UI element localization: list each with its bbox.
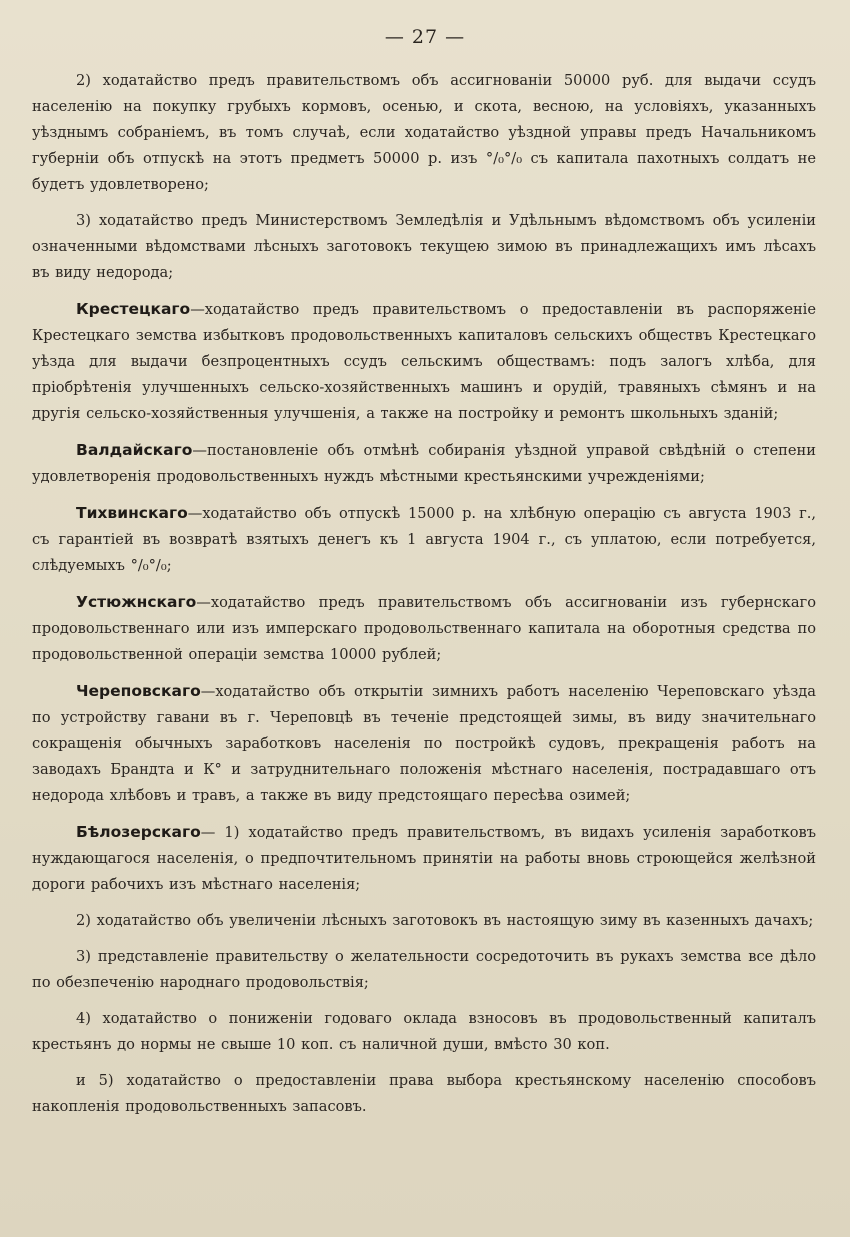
- document-body: [32, 68, 816, 1130]
- paragraph-text: и 5) ходатайство о предоставленіи права выбора крестьянскому населенію способовъ накопленія продовольственныхъ запасовъ.: [32, 1072, 816, 1115]
- paragraph-text: —ходатайство предъ правительствомъ объ ассигнованіи изъ губернскаго продовольственнаго или изъ имперскаго продовольственнаго капитала на оборотныя средства по продовольственной операціи земства 10000 рублей;: [32, 594, 816, 663]
- paragraph: [32, 296, 816, 427]
- paragraph-text: —ходатайство предъ правительствомъ о предоставленіи въ распоряженіе Крестецкаго земства избытковъ продовольственныхъ капиталовъ сельскихъ обществъ Крестецкаго уѣзда для выдачи безпроцентныхъ ссудъ сельскимъ обществамъ: подъ залогъ хлѣба, для пріобрѣтенія улучшенныхъ сельско-хозяйственныхъ машинъ и орудій, травяныхъ сѣмянъ и на другія сельско-хозяйственныя улучшенія, а также на постройку и ремонтъ школьныхъ зданій;: [32, 301, 816, 422]
- paragraph: [32, 819, 816, 898]
- paragraph: [32, 1068, 816, 1120]
- paragraph: [32, 208, 816, 286]
- county-heading: Крестецкаго: [76, 300, 191, 318]
- paragraph-text: 3) представленіе правительству о желательности сосредоточить въ рукахъ земства все дѣло по обезпеченію народнаго продовольствія;: [32, 948, 816, 991]
- county-heading: Череповскаго: [76, 682, 201, 700]
- paragraph: [32, 589, 816, 668]
- page-number: — 27 —: [384, 26, 466, 48]
- paragraph-text: 2) ходатайство объ увеличеніи лѣсныхъ заготовокъ въ настоящую зиму въ казенныхъ дачахъ;: [76, 912, 814, 929]
- paragraph-text: 2) ходатайство предъ правительствомъ объ ассигнованіи 50000 руб. для выдачи ссудъ населенію на покупку грубыхъ кормовъ, осенью, и скота, весною, на условіяхъ, указанныхъ уѣзднымъ собраніемъ, въ томъ случаѣ, если ходатайство уѣздной управы предъ Начальникомъ губерніи объ отпускѣ на этотъ предметъ 50000 р. изъ °/₀°/₀ съ капитала пахотныхъ солдатъ не будетъ удовлетворено;: [32, 72, 816, 193]
- paragraph: [32, 68, 816, 198]
- paragraph: [32, 908, 816, 934]
- paragraph-text: — 1) ходатайство предъ правительствомъ, въ видахъ усиленія заработковъ нуждающагося населенія, о предпочтительномъ принятіи на работы вновь строющейся желѣзной дороги рабочихъ изъ мѣстнаго населенія;: [32, 824, 816, 893]
- county-heading: Бѣлозерскаго: [76, 823, 201, 841]
- paragraph: [32, 500, 816, 579]
- paragraph: [32, 944, 816, 996]
- paragraph: [32, 1006, 816, 1058]
- county-heading: Тихвинскаго: [76, 504, 188, 522]
- county-heading: Валдайскаго: [76, 441, 193, 459]
- paragraph-text: —постановленіе объ отмѣнѣ собиранія уѣздной управой свѣдѣній о степени удовлетворенія продовольственныхъ нуждъ мѣстными крестьянскими учрежденіями;: [32, 442, 816, 485]
- paragraph: [32, 678, 816, 809]
- paragraph-text: 3) ходатайство предъ Министерствомъ Земледѣлія и Удѣльнымъ вѣдомствомъ объ усиленіи означенными вѣдомствами лѣсныхъ заготовокъ текущею зимою въ принадлежащихъ имъ лѣсахъ въ виду недорода;: [32, 212, 816, 281]
- paragraph: [32, 437, 816, 490]
- paragraph-text: 4) ходатайство о пониженіи годоваго оклада взносовъ въ продовольственный капиталъ крестьянъ до нормы не свыше 10 коп. съ наличной души, вмѣсто 30 коп.: [32, 1010, 816, 1053]
- county-heading: Устюжнскаго: [76, 593, 197, 611]
- paragraph-text: —ходатайство объ открытіи зимнихъ работъ населенію Череповскаго уѣзда по устройству гавани въ г. Череповцѣ въ теченіе предстоящей зимы, въ виду значительнаго сокращенія обычныхъ заработковъ населенія по постройкѣ судовъ, прекращенія работъ на заводахъ Брандта и К° и затруднительнаго положенія мѣстнаго населенія, пострадавшаго отъ недорода хлѣбовъ и травъ, а также въ виду предстоящаго пересѣва озимей;: [32, 683, 816, 804]
- paragraph-text: —ходатайство объ отпускѣ 15000 р. на хлѣбную операцію съ августа 1903 г., съ гарантіей въ возвратѣ взятыхъ денегъ къ 1 августа 1904 г., съ уплатою, если потребуется, слѣдуемыхъ °/₀°/₀;: [32, 505, 816, 574]
